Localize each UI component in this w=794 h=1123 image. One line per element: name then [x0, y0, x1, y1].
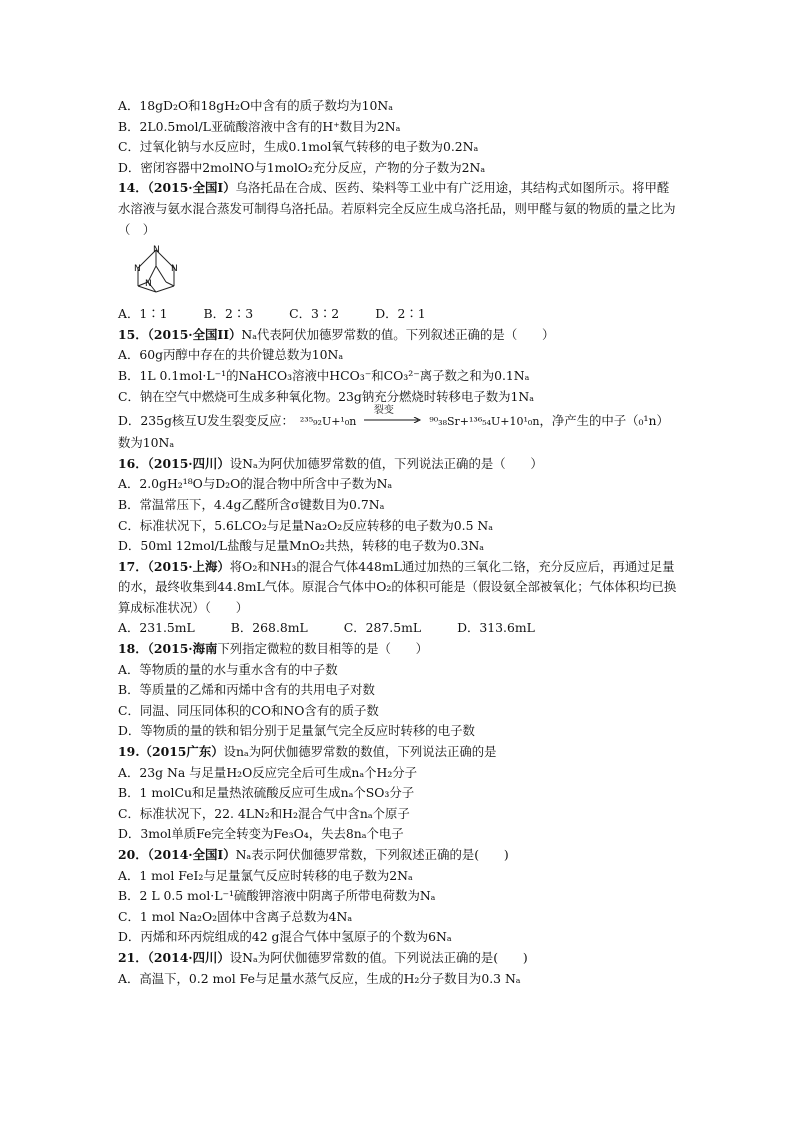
- q17-option-c: C．287.5mL: [343, 620, 422, 636]
- question-19-head: 19.（2015广东）: [118, 744, 224, 760]
- q18-option-a: A．等物质的量的水与重水含有的中子数: [118, 661, 338, 677]
- equation-right: ⁹⁰₃₈Sr+¹³⁶₅₄U+10¹₀n: [429, 414, 540, 428]
- atom-label: N: [145, 279, 152, 290]
- question-18: [118, 639, 678, 660]
- q15-option-c: C．钠在空气中燃烧可生成多种氧化物。23g钠充分燃烧时转移电子数为1Nₐ: [118, 388, 535, 404]
- atom-label: N: [153, 245, 160, 256]
- question-20: [118, 845, 678, 866]
- q20-option-b: B．2 L 0.5 mol·L⁻¹硫酸钾溶液中阴离子所带电荷数为Nₐ: [118, 888, 436, 904]
- arrow-icon: [364, 417, 422, 423]
- question-16-head: 16．（2015·四川）: [118, 455, 230, 471]
- question-17-options: [118, 618, 678, 639]
- question-17-head: 17．（2015·上海）: [118, 558, 230, 574]
- question-14-head: 14．（2015·全国Ⅰ）: [118, 180, 236, 196]
- q18-option-c: C．同温、同压同体积的CO和NO含有的质子数: [118, 702, 379, 718]
- question-20-head: 20．（2014·全国Ⅰ）: [118, 847, 236, 862]
- q20-option-c: C．1 mol Na₂O₂固体中含离子总数为4Nₐ: [118, 908, 353, 924]
- question-19: [118, 742, 678, 763]
- q19-option-b: B．1 molCu和足量热浓硫酸反应可生成nₐ个SO₃分子: [118, 785, 415, 801]
- question-14-options: [118, 304, 678, 325]
- q17-option-d: D．313.6mL: [457, 620, 535, 636]
- reaction-arrow: [364, 404, 422, 425]
- q19-option-a: A．23g Na 与足量H₂O反应完全后可生成nₐ个H₂分子: [118, 764, 418, 780]
- hexamine-structure-diagram: [126, 242, 196, 300]
- q16-option-b: B．常温常压下，4.4g乙醛所含σ键数目为0.7Nₐ: [118, 496, 385, 512]
- option-c: C．过氧化钠与水反应时，生成0.1mol氧气转移的电子数为0.2Nₐ: [118, 139, 479, 155]
- q15-option-d: [118, 404, 678, 433]
- question-15-head: 15．（2015·全国II）: [118, 326, 242, 342]
- question-16: [118, 454, 678, 475]
- question-17-body: 将O₂和NH₃的混合气体448mL通过加热的三氧化二铬，充分反应后，再通过足量的水，最终收集到44.8mL气体。原混合气体中O₂的体积可能是（假设氨全部被氧化；气体体积均已换算成标准状况）（ ）: [118, 558, 677, 615]
- question-20-body: Nₐ表示阿伏伽德罗常数，下列叙述正确的是( ): [235, 847, 509, 862]
- q16-option-c: C．标准状况下，5.6LCO₂与足量Na₂O₂反应转移的电子数为0.5 Nₐ: [118, 517, 494, 533]
- q20-option-d: D．丙烯和环丙烷组成的42 g混合气体中氢原子的个数为6Nₐ: [118, 929, 452, 945]
- q14-option-d: D．2∶1: [375, 306, 426, 322]
- atom-label: N: [134, 264, 141, 275]
- question-19-body: 设nₐ为阿伏伽德罗常数的数值，下列说法正确的是: [223, 744, 497, 760]
- q17-option-b: B．268.8mL: [230, 620, 308, 636]
- q19-option-c: C．标准状况下，22. 4LN₂和H₂混合气中含nₐ个原子: [118, 805, 410, 821]
- nuclear-equation: [299, 404, 540, 428]
- q15-option-a: A．60g丙醇中存在的共价键总数为10Nₐ: [118, 347, 344, 363]
- question-21: [118, 948, 678, 969]
- q14-option-b: B．2∶3: [203, 306, 254, 322]
- q16-option-d: D．50ml 12mol/L盐酸与足量MnO₂共热，转移的电子数为0.3Nₐ: [118, 538, 485, 554]
- question-14-body: 乌洛托品在合成、医药、染料等工业中有广泛用途，其结构式如图所示。将甲醛水溶液与氨水混合蒸发可制得乌洛托品。若原料完全反应生成乌洛托品，则甲醛与氨的物质的量之比为（ ）: [118, 180, 676, 237]
- document-page: [118, 96, 678, 989]
- question-17: [118, 557, 678, 619]
- question-21-head: 21．（2014·四川）: [118, 949, 230, 965]
- question-18-head: 18．（2015·海南: [118, 641, 218, 657]
- question-16-body: 设Nₐ为阿伏加德罗常数的值，下列说法正确的是（ ）: [229, 455, 543, 471]
- q15-d-middle: U发生裂变反应：: [196, 413, 294, 429]
- q18-option-b: B．等质量的乙烯和丙烯中含有的共用电子对数: [118, 682, 375, 698]
- equation-left: ²³⁵₉₂U+¹₀n: [299, 414, 357, 428]
- q15-d-suffix: ，净产生的中子（₀¹n）: [539, 413, 669, 429]
- question-15: [118, 325, 678, 346]
- q15-option-d-end: 数为10Nₐ: [118, 435, 175, 451]
- option-a: A．18gD₂O和18gH₂O中含有的质子数均为10Nₐ: [118, 98, 394, 113]
- option-b: B．2L0.5mol/L亚硫酸溶液中含有的H⁺数目为2Nₐ: [118, 118, 401, 134]
- q17-option-a: A．231.5mL: [118, 620, 195, 636]
- question-14: [118, 178, 678, 240]
- q19-option-d: D．3mol单质Fe完全转变为Fe₃O₄，失去8nₐ个电子: [118, 826, 404, 842]
- q15-d-prefix: D．235g核互: [118, 413, 197, 429]
- arrow-label: 裂变: [373, 404, 394, 416]
- q21-option-a: A．高温下，0.2 mol Fe与足量水蒸气反应，生成的H₂分子数目为0.3 Nₐ: [118, 970, 521, 986]
- urotropine-structure: [126, 242, 678, 300]
- atom-label: N: [171, 264, 178, 275]
- option-d: D．密闭容器中2molNO与1molO₂充分反应，产物的分子数为2Nₐ: [118, 159, 486, 175]
- q16-option-a: A．2.0gH₂¹⁸O与D₂O的混合物中所含中子数为Nₐ: [118, 476, 393, 492]
- q14-option-c: C．3∶2: [289, 306, 340, 322]
- question-21-body: 设Nₐ为阿伏伽德罗常数的值。下列说法正确的是( ): [229, 949, 528, 965]
- q15-option-b: B．1L 0.1mol·L⁻¹的NaHCO₃溶液中HCO₃⁻和CO₃²⁻离子数之和为0.1Nₐ: [118, 367, 530, 383]
- question-18-body: 下列指定微粒的数目相等的是（ ）: [217, 641, 429, 657]
- question-15-body: Nₐ代表阿伏加德罗常数的值。下列叙述正确的是（ ）: [241, 326, 555, 342]
- q14-option-a: A．1∶1: [118, 306, 168, 322]
- q20-option-a: A．1 mol FeI₂与足量氯气反应时转移的电子数为2Nₐ: [118, 867, 413, 883]
- q18-option-d: D．等物质的量的铁和铝分别于足量氯气完全反应时转移的电子数: [118, 723, 475, 739]
